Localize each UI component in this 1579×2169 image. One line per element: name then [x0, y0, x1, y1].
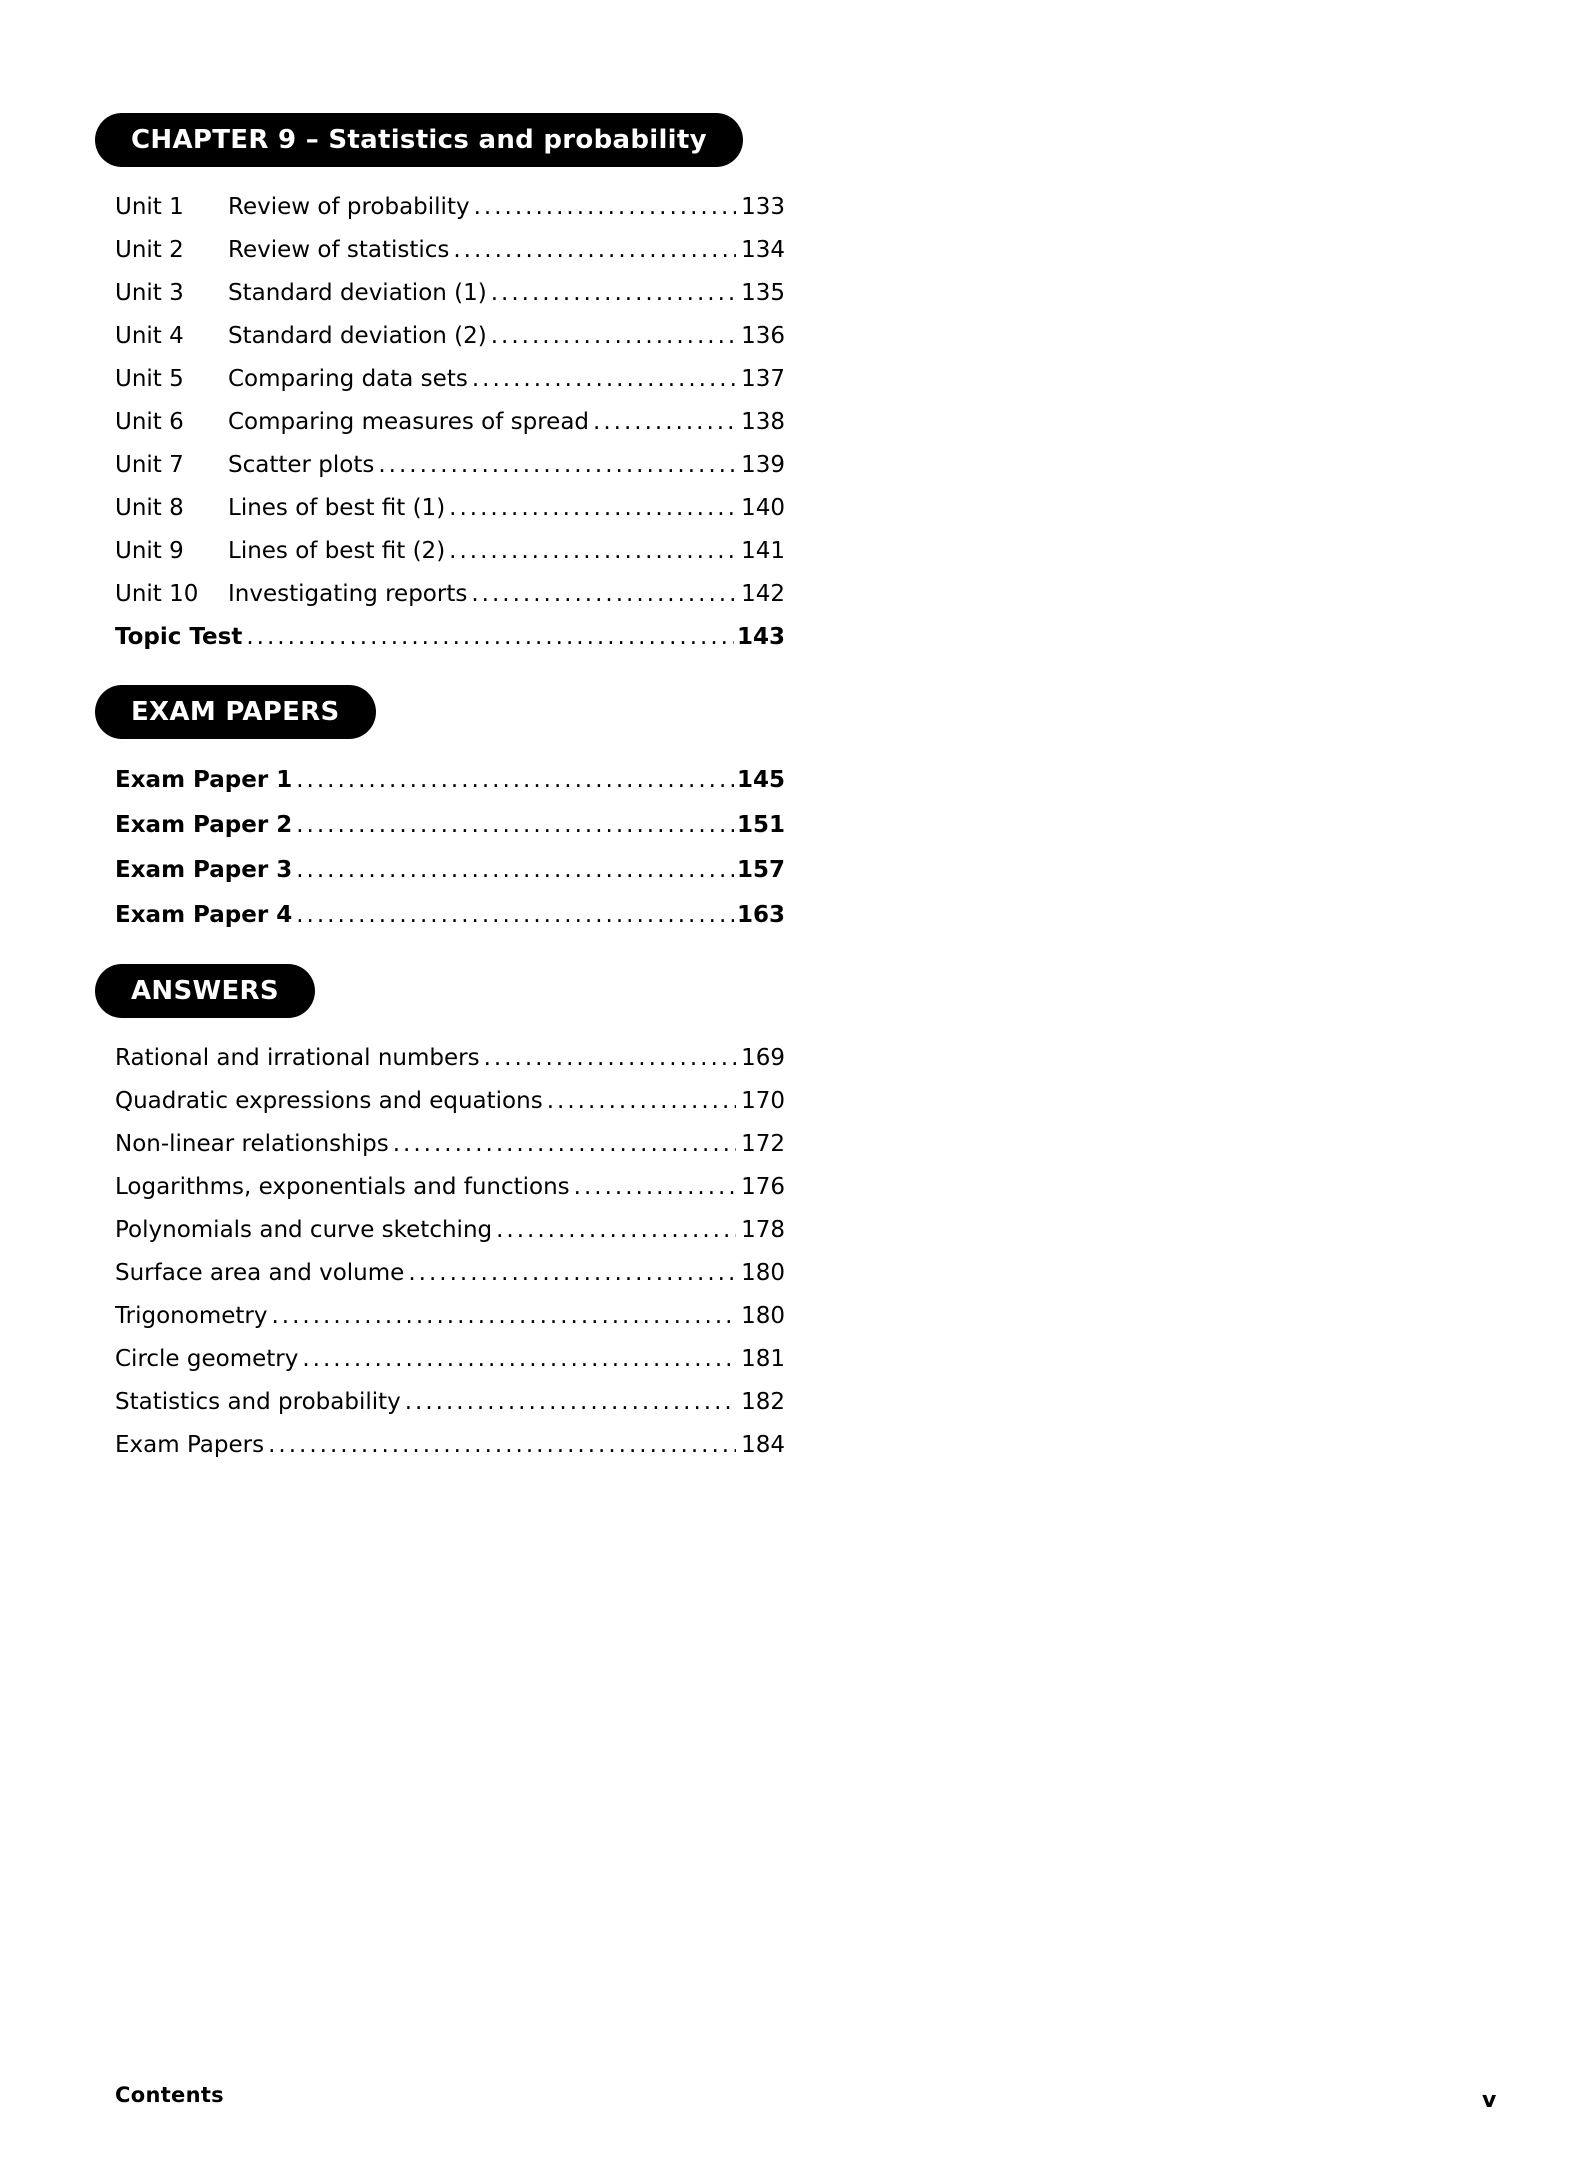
entry-page-number: 184: [741, 1432, 785, 1458]
section-heading-pill-answers: ANSWERS: [95, 964, 315, 1018]
entry-title: Review of probability: [228, 194, 470, 220]
entry-unit-label: Unit 2: [115, 237, 184, 263]
entry-unit-label: Unit 3: [115, 280, 184, 306]
toc-entry-row: [115, 1209, 785, 1252]
dot-leader: [246, 616, 734, 659]
entry-page-number: 169: [741, 1045, 785, 1071]
toc-rows: [115, 1037, 785, 1467]
toc-entry-row: [115, 803, 785, 848]
entry-title: Standard deviation (2): [228, 323, 487, 349]
entry-title: Lines of best fit (2): [228, 538, 446, 564]
dot-leader: [268, 1424, 736, 1467]
entry-unit-label: Unit 6: [115, 409, 184, 435]
section-heading-pill-exam-papers: EXAM PAPERS: [95, 685, 376, 739]
entry-unit-label: Unit 4: [115, 323, 184, 349]
toc-section-answers: [95, 964, 785, 1467]
entry-title: Topic Test: [115, 624, 243, 650]
toc-entry-row: [115, 487, 785, 530]
entry-page-number: 178: [741, 1217, 785, 1243]
dot-leader: [405, 1381, 736, 1424]
dot-leader: [491, 272, 736, 315]
section-heading-wrap: [95, 685, 785, 739]
dot-leader: [302, 1338, 736, 1381]
dot-leader: [496, 1209, 736, 1252]
dot-leader: [408, 1252, 736, 1295]
page-number-folio: v: [1482, 2088, 1497, 2113]
entry-title: Standard deviation (1): [228, 280, 487, 306]
entry-page-number: 157: [736, 857, 785, 883]
dot-leader: [474, 186, 736, 229]
entry-page-number: 180: [741, 1303, 785, 1329]
section-heading-wrap: [95, 964, 785, 1018]
dot-leader: [484, 1037, 736, 1080]
entry-title: Rational and irrational numbers: [115, 1045, 480, 1071]
dot-leader: [453, 229, 736, 272]
entry-page-number: 138: [741, 409, 785, 435]
toc-entry-row: [115, 1123, 785, 1166]
entry-page-number: 137: [741, 366, 785, 392]
entry-title: Statistics and probability: [115, 1389, 401, 1415]
entry-page-number: 180: [741, 1260, 785, 1286]
toc-section-exam-papers: [95, 685, 785, 938]
toc-section-chapter-9: [95, 113, 785, 659]
toc-entry-row: [115, 229, 785, 272]
dot-leader: [296, 893, 734, 938]
toc-entry-row: [115, 1252, 785, 1295]
entry-page-number: 151: [736, 812, 785, 838]
toc-rows: [115, 186, 785, 659]
entry-title: Review of statistics: [228, 237, 450, 263]
dot-leader: [449, 530, 736, 573]
entry-title: Scatter plots: [228, 452, 375, 478]
entry-page-number: 145: [736, 767, 785, 793]
toc-entry-row: [115, 186, 785, 229]
toc-content: [95, 113, 785, 1467]
entry-page-number: 136: [741, 323, 785, 349]
dot-leader: [491, 315, 736, 358]
entry-page-number: 143: [736, 624, 785, 650]
toc-entry-row: [115, 758, 785, 803]
entry-page-number: 163: [736, 902, 785, 928]
toc-entry-row: [115, 444, 785, 487]
entry-page-number: 142: [741, 581, 785, 607]
entry-unit-label: Unit 7: [115, 452, 184, 478]
entry-unit-label: Unit 5: [115, 366, 184, 392]
toc-entry-row: [115, 315, 785, 358]
entry-page-number: 181: [741, 1346, 785, 1372]
toc-entry-row: [115, 272, 785, 315]
toc-entry-row: [115, 1295, 785, 1338]
entry-page-number: 139: [741, 452, 785, 478]
dot-leader: [472, 358, 736, 401]
toc-entry-row: [115, 358, 785, 401]
entry-title: Trigonometry: [115, 1303, 268, 1329]
entry-title: Logarithms, exponentials and functions: [115, 1174, 570, 1200]
dot-leader: [296, 758, 734, 803]
toc-entry-row: [115, 401, 785, 444]
entry-unit-label: Unit 1: [115, 194, 184, 220]
entry-title: Surface area and volume: [115, 1260, 405, 1286]
entry-unit-label: Unit 10: [115, 581, 199, 607]
toc-entry-row: [115, 1381, 785, 1424]
entry-page-number: 141: [741, 538, 785, 564]
section-heading-wrap: [95, 113, 785, 167]
toc-entry-row: [115, 530, 785, 573]
dot-leader: [296, 848, 734, 893]
entry-title: Comparing data sets: [228, 366, 468, 392]
footer-contents-label: Contents: [115, 2083, 224, 2107]
toc-entry-row: [115, 848, 785, 893]
toc-entry-row: [115, 1424, 785, 1467]
toc-entry-row: [115, 573, 785, 616]
entry-page-number: 176: [741, 1174, 785, 1200]
entry-title: Quadratic expressions and equations: [115, 1088, 543, 1114]
entry-title: Exam Paper 1: [115, 767, 293, 793]
dot-leader: [593, 401, 736, 444]
entry-title: Polynomials and curve sketching: [115, 1217, 493, 1243]
dot-leader: [471, 573, 736, 616]
entry-page-number: 172: [741, 1131, 785, 1157]
entry-unit-label: Unit 9: [115, 538, 184, 564]
dot-leader: [449, 487, 736, 530]
entry-unit-label: Unit 8: [115, 495, 184, 521]
entry-page-number: 170: [741, 1088, 785, 1114]
entry-page-number: 134: [741, 237, 785, 263]
entry-page-number: 133: [741, 194, 785, 220]
entry-title: Circle geometry: [115, 1346, 299, 1372]
entry-page-number: 182: [741, 1389, 785, 1415]
toc-entry-row: [115, 893, 785, 938]
entry-title: Exam Paper 2: [115, 812, 293, 838]
entry-page-number: 135: [741, 280, 785, 306]
toc-entry-row: [115, 1166, 785, 1209]
entry-title: Comparing measures of spread: [228, 409, 590, 435]
dot-leader: [574, 1166, 736, 1209]
entry-title: Exam Papers: [115, 1432, 265, 1458]
entry-page-number: 140: [741, 495, 785, 521]
section-heading-pill-chapter-9: CHAPTER 9 – Statistics and probability: [95, 113, 743, 167]
toc-entry-row: [115, 1338, 785, 1381]
entry-title: Non-linear relationships: [115, 1131, 389, 1157]
toc-entry-row: [115, 616, 785, 659]
dot-leader: [296, 803, 734, 848]
toc-rows: [115, 758, 785, 938]
entry-title: Lines of best fit (1): [228, 495, 446, 521]
entry-title: Exam Paper 3: [115, 857, 293, 883]
dot-leader: [271, 1295, 736, 1338]
dot-leader: [547, 1080, 736, 1123]
dot-leader: [378, 444, 736, 487]
entry-title: Exam Paper 4: [115, 902, 293, 928]
toc-entry-row: [115, 1037, 785, 1080]
toc-entry-row: [115, 1080, 785, 1123]
entry-title: Investigating reports: [228, 581, 468, 607]
dot-leader: [393, 1123, 736, 1166]
